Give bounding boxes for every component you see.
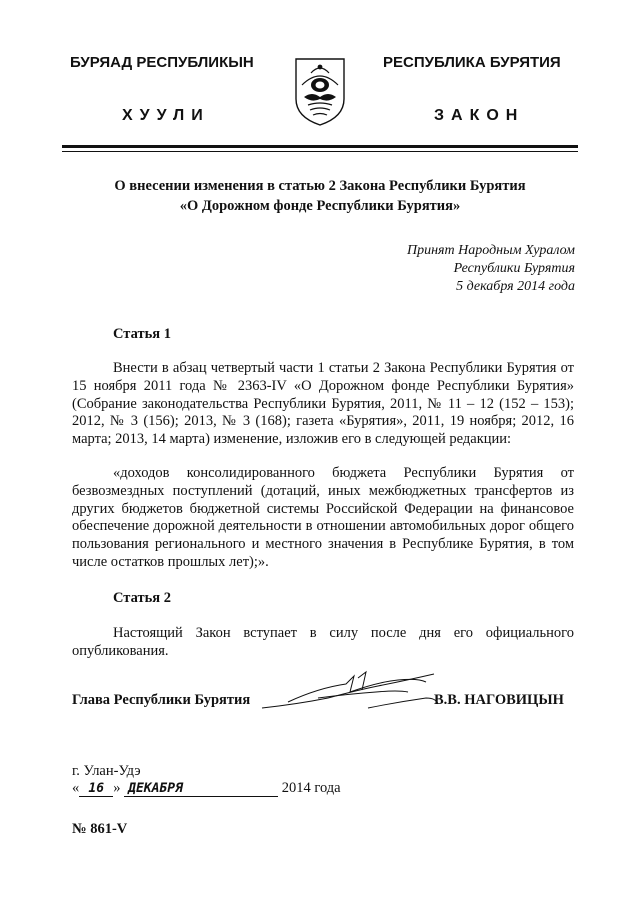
adoption-date: 5 декабря 2014 года xyxy=(456,279,575,294)
law-label-russian: ЗАКОН xyxy=(434,107,525,124)
article-1-paragraph-1: Внести в абзац четвертый части 1 статьи 2 Закона Республики Бурятия от 15 ноября 2011 года № 2363-IV «О Дорожном фонде Республики Бурятия» (Собрание законодательства Республики Бурятия, 2011, № 11 – 12 (152 – 153); 2012, № 3 (156); 2013, № 3 (168); газета «Бурятия», 2011, 19 ноября; 2012, 16 марта; 2013, 14 марта) изменение, изложив его в следующей редакции: xyxy=(72,360,574,448)
date-open-quote: « xyxy=(72,780,80,796)
handwritten-signature xyxy=(258,668,444,714)
law-title-line-2: «О Дорожном фонде Республики Бурятия» xyxy=(179,198,461,214)
date-close-quote: » xyxy=(113,780,121,796)
republic-name-buryat: БУРЯАД РЕСПУБЛИКЫН xyxy=(70,54,254,71)
article-2-paragraph-1: Настоящий Закон вступает в силу после дня его официального опубликования. xyxy=(72,625,574,659)
article-1-heading: Статья 1 xyxy=(113,326,171,342)
signing-date xyxy=(72,780,341,797)
adopted-by-line-1: Принят Народным Хуралом xyxy=(406,243,575,258)
signatory-title: Глава Республики Бурятия xyxy=(72,692,251,708)
adopted-by-line-2: Республики Бурятия xyxy=(453,261,575,276)
signatory-name: В.В. НАГОВИЦЫН xyxy=(434,692,564,708)
republic-name-russian: РЕСПУБЛИКА БУРЯТИЯ xyxy=(383,54,561,71)
law-label-buryat: ХУУЛИ xyxy=(122,107,210,124)
article-2-heading: Статья 2 xyxy=(113,590,171,606)
law-title-line-1: О внесении изменения в статью 2 Закона Республики Бурятия xyxy=(114,178,526,194)
date-day: 16 xyxy=(79,782,113,797)
date-month: ДЕКАБРЯ xyxy=(124,782,278,797)
header-divider-thick xyxy=(62,145,578,148)
coat-of-arms-icon xyxy=(292,55,348,127)
article-1-paragraph-2: «доходов консолидированного бюджета Республики Бурятия от безвозмездных поступлений (дотаций, иных межбюджетных трансфертов из других бюджетов бюджетной системы Российской Федерации на финансовое обеспечение дорожной деятельности в отношении автомобильных дорог общего пользования регионального и местного значения в Республике Бурятия, в том числе остатков прошлых лет);». xyxy=(72,465,574,570)
signing-city: г. Улан-Удэ xyxy=(72,763,141,779)
law-number: № 861-V xyxy=(72,821,128,837)
date-year: 2014 года xyxy=(281,780,341,796)
header-divider-thin xyxy=(62,151,578,152)
